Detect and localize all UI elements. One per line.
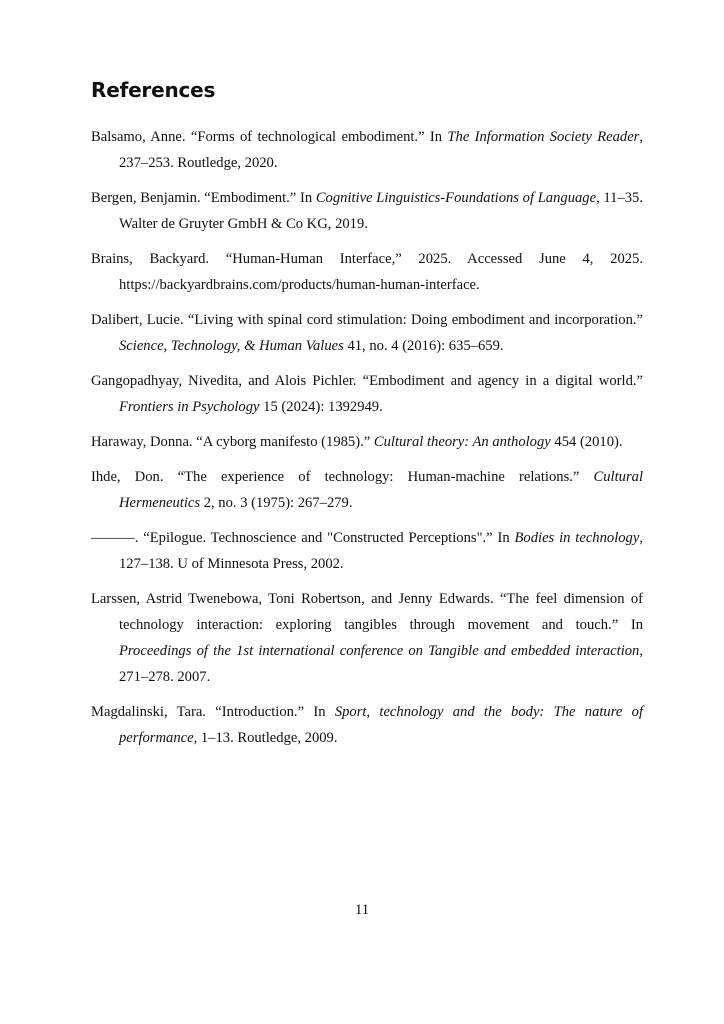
ref-text: Haraway, Donna. “A cyborg manifesto (1985).” — [91, 434, 374, 450]
ref-text: , 127–138. U of Minnesota Press, 2002. — [119, 530, 643, 572]
ref-text: 41, no. 4 (2016): 635–659. — [343, 338, 504, 354]
ref-text: Larssen, Astrid Twenebowa, Toni Robertson, and Jenny Edwards. “The feel dimension of technology interaction: exploring tangibles through movement and touch.” In — [91, 591, 643, 633]
ref-title-italic: Bodies in technology — [514, 530, 640, 546]
reference-entry — [91, 464, 643, 516]
reference-entry — [91, 699, 643, 751]
ref-text: Brains, Backyard. “Human-Human Interface,” 2025. Accessed June 4, 2025. https://backyardbrains.com/products/human-human-interface. — [91, 251, 643, 293]
ref-title-italic: Proceedings of the 1st international conference on Tangible and embedded interaction — [119, 643, 640, 659]
reference-entry — [91, 185, 643, 237]
ref-title-italic: Science, Technology, & Human Values — [119, 338, 344, 354]
reference-entry — [91, 307, 643, 359]
reference-entry — [91, 124, 643, 176]
page-number: 11 — [354, 902, 370, 918]
ref-title-italic: Frontiers in Psychology — [119, 399, 260, 415]
ref-text: 2, no. 3 (1975): 267–279. — [200, 495, 353, 511]
ref-text: Dalibert, Lucie. “Living with spinal cord stimulation: Doing embodiment and incorporation.” — [91, 312, 643, 328]
reference-entry — [91, 586, 643, 690]
ref-title-italic: Cognitive Linguistics-Foundations of Language — [315, 190, 597, 206]
ref-text: , 271–278. 2007. — [119, 643, 643, 685]
ref-text: Bergen, Benjamin. “Embodiment.” In — [91, 190, 316, 206]
ref-text: 15 (2024): 1392949. — [259, 399, 383, 415]
section-heading: References — [91, 78, 216, 102]
ref-text: , 11–35. Walter de Gruyter GmbH & Co KG, 2019. — [119, 190, 644, 232]
ref-text: ———. “Epilogue. Technoscience and "Constructed Perceptions".” In — [91, 530, 515, 546]
ref-text: Ihde, Don. “The experience of technology: Human-machine relations.” — [91, 469, 594, 485]
reference-entry — [91, 525, 643, 577]
ref-text: , 237–253. Routledge, 2020. — [119, 129, 644, 171]
ref-text: Gangopadhyay, Nivedita, and Alois Pichler. “Embodiment and agency in a digital world.” — [91, 373, 643, 389]
ref-title-italic: Cultural theory: An anthology — [373, 434, 551, 450]
reference-entry — [91, 429, 643, 455]
reference-list — [91, 124, 643, 760]
reference-entry — [91, 368, 643, 420]
ref-text: Balsamo, Anne. “Forms of technological embodiment.” In — [91, 129, 448, 145]
ref-title-italic: Sport, technology and the body: The nature of performance — [119, 704, 643, 746]
ref-text: 454 (2010). — [550, 434, 623, 450]
reference-entry — [91, 246, 643, 298]
ref-text: , 1–13. Routledge, 2009. — [193, 730, 338, 746]
ref-title-italic: The Information Society Reader — [447, 129, 640, 145]
ref-title-italic: Cultural Hermeneutics — [119, 469, 643, 511]
ref-text: Magdalinski, Tara. “Introduction.” In — [91, 704, 335, 720]
